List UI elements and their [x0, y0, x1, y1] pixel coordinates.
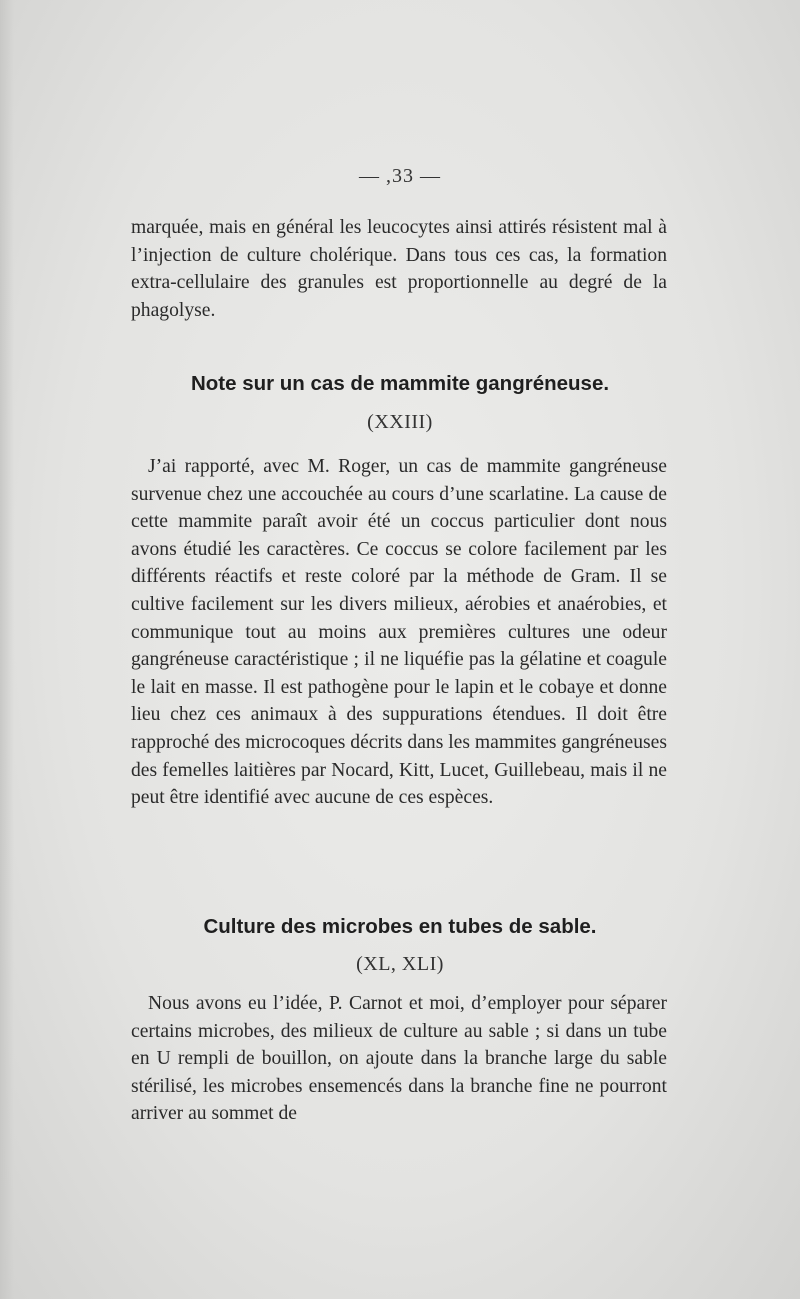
- section-reference-culture: (XL, XLI): [356, 953, 444, 975]
- opening-paragraph: marquée, mais en général les leucocytes ainsi attirés résistent mal à l’injection de culture cholérique. Dans tous ces cas, la formation extra-cellulaire des granules est proportionnelle au degré de la phagolyse.: [131, 217, 667, 321]
- section-title-culture: Culture des microbes en tubes de sable.: [203, 915, 597, 938]
- section-title-mammite: Note sur un cas de mammite gangréneuse.: [190, 372, 610, 395]
- section-paragraph-mammite: J’ai rapporté, avec M. Roger, un cas de mammite gangréneuse survenue chez une accouchée au cours d’une scarlatine. La cause de cette mammite paraît avoir été un coccus particulier dont nous avons étudié les caractères. Ce coccus se colore facilement par les différents réactifs et reste coloré par la méthode de Gram. Il se cultive facilement sur les divers milieux, aérobies et anaérobies, et communique tout au moins aux premières cultures une odeur gangréneuse caractéristique ; il ne liquéfie pas la gélatine et coagule le lait en masse. Il est pathogène pour le lapin et le cobaye et donne lieu chez ces animaux à des suppurations étendues. Il doit être rapproché des microcoques décrits dans les mammites gangréneuses des femelles laitières par Nocard, Kitt, Lucet, Guillebeau, mais il ne peut être identifié avec aucune de ces espèces.: [131, 456, 667, 809]
- section-paragraph-culture: Nous avons eu l’idée, P. Carnot et moi, d’employer pour séparer certains microbes, des milieux de culture au sable ; si dans un tube en U rempli de bouillon, on ajoute dans la branche large du sable stérilisé, les microbes ensemencés dans la branche fine ne pourront arriver au sommet de: [131, 993, 667, 1125]
- section-reference-mammite: (XXIII): [367, 411, 433, 433]
- page-number: — ,33 —: [359, 165, 441, 187]
